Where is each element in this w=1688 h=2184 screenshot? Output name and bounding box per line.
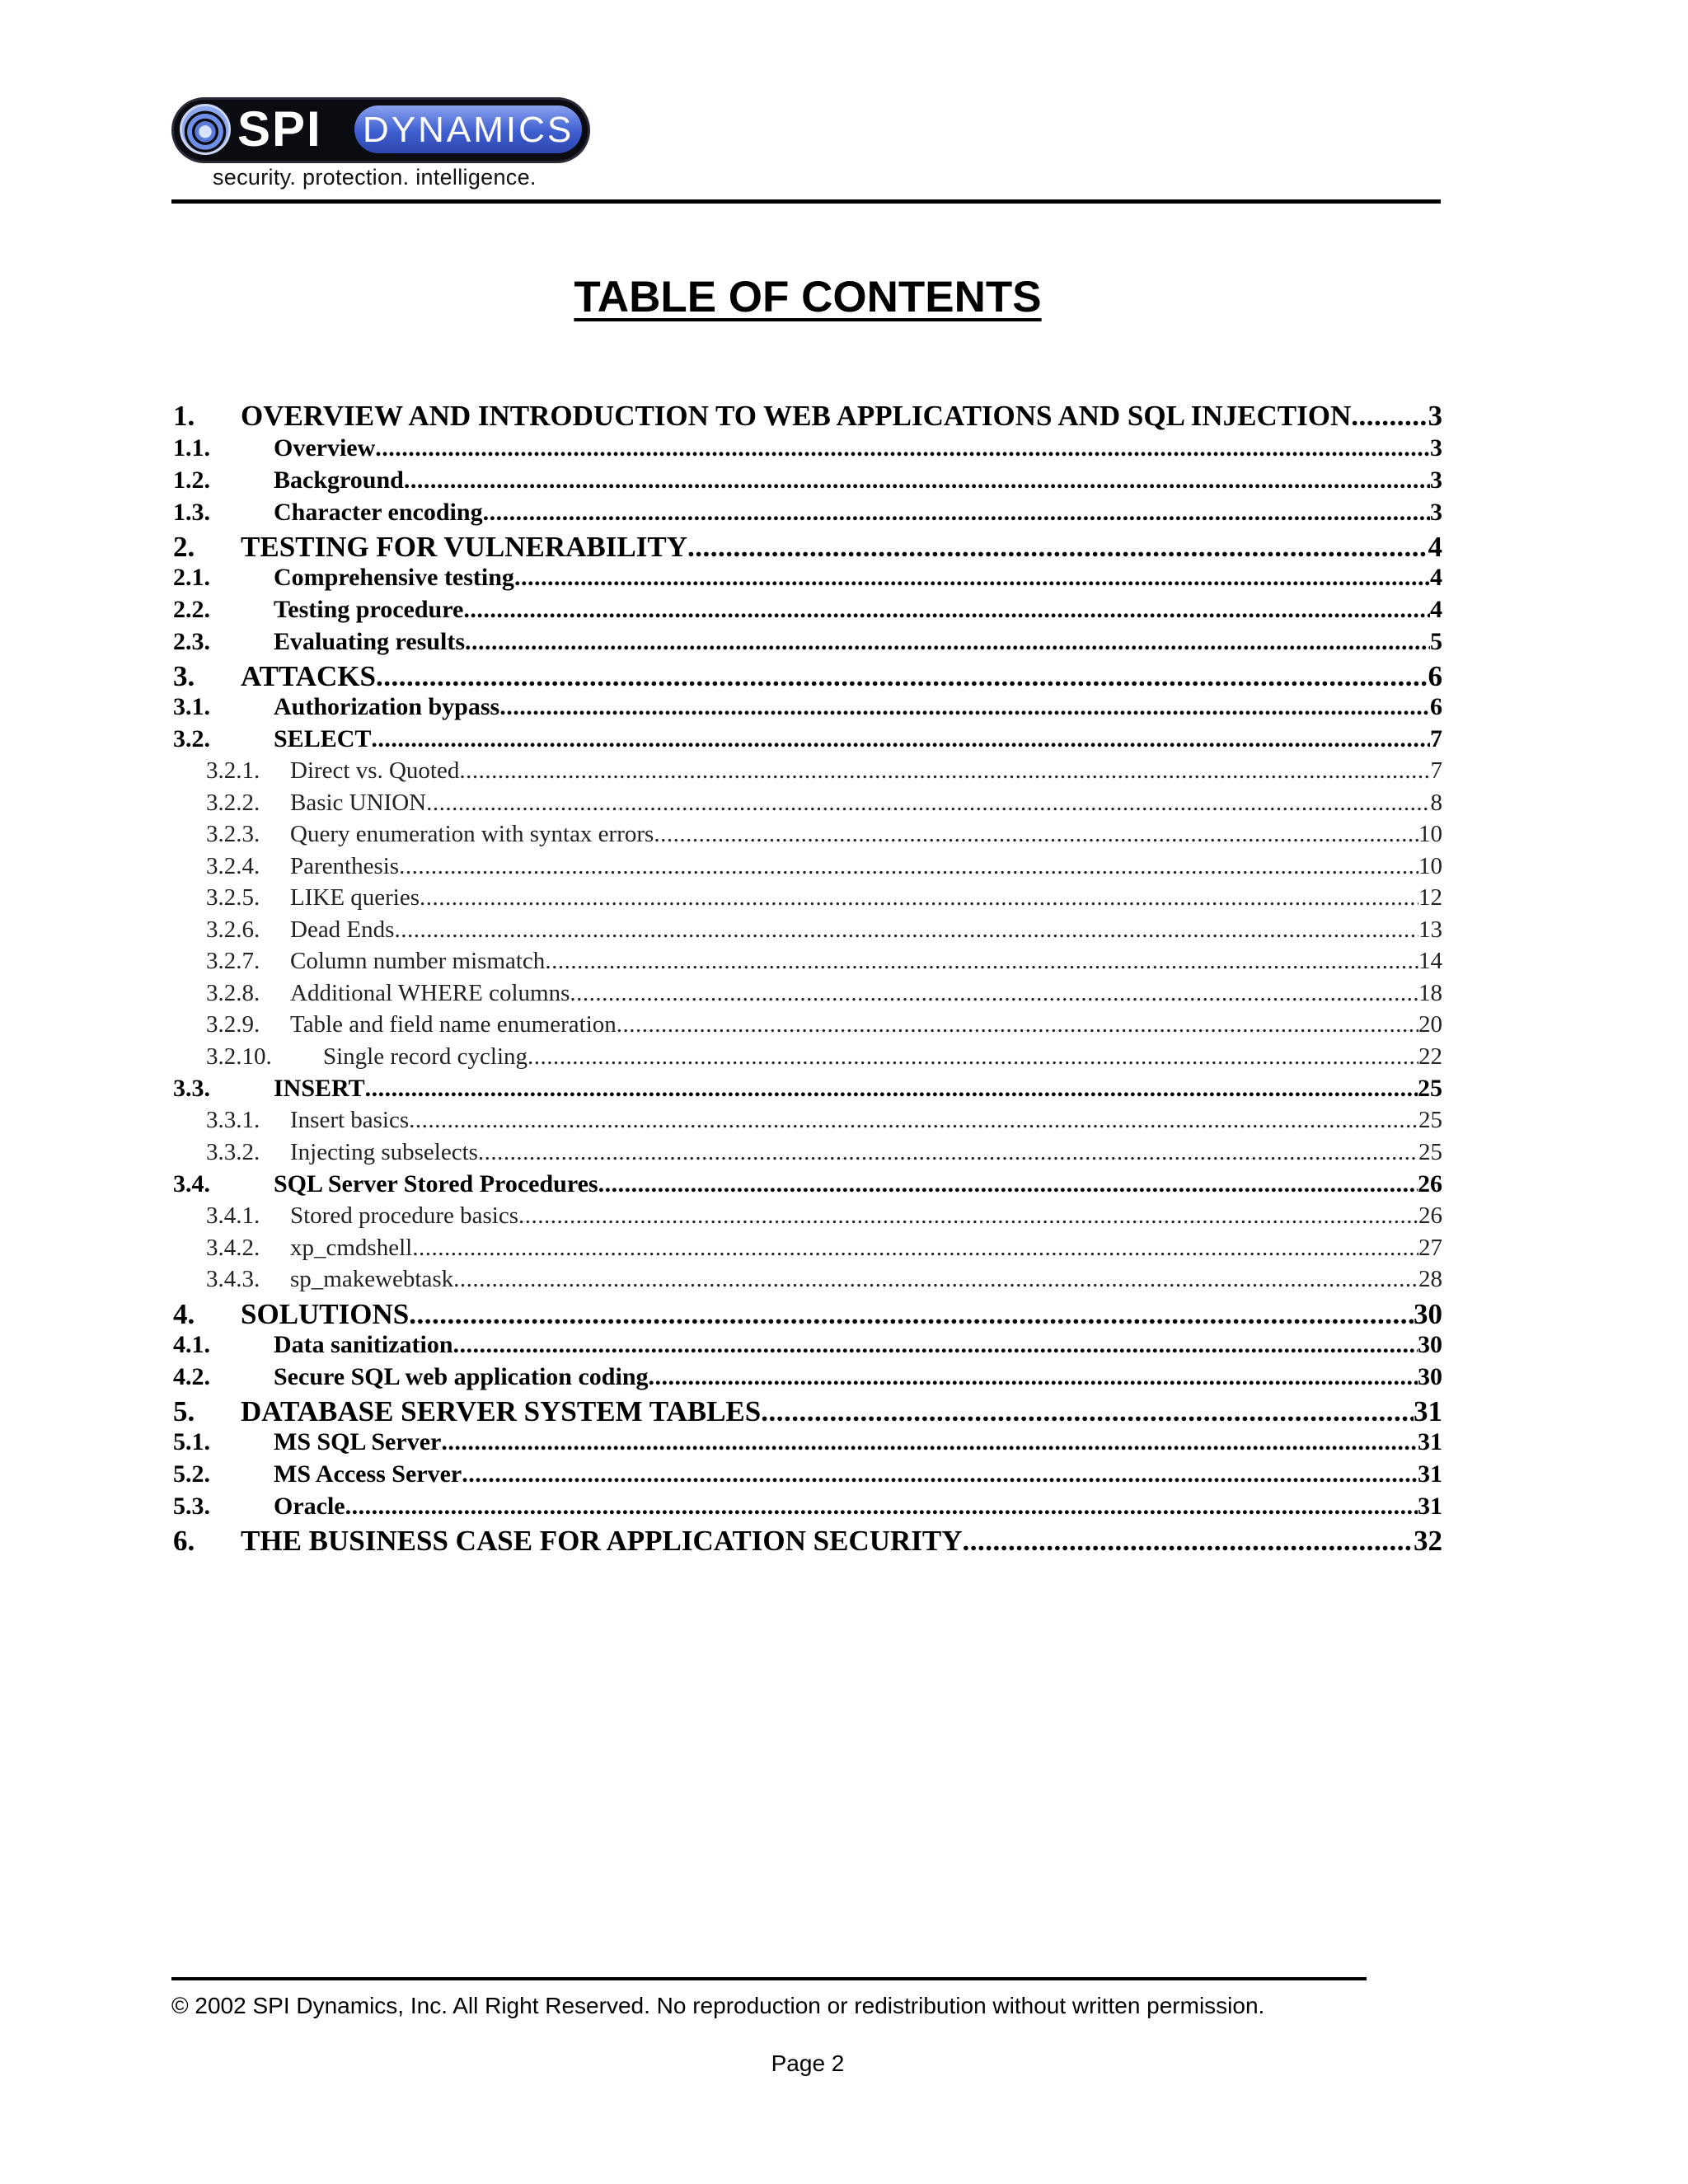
toc-leader-dots [453, 1266, 1418, 1293]
toc-entry[interactable] [173, 1139, 1442, 1171]
logo-word-spi: SPI [237, 101, 322, 157]
toc-entry-title: Background [274, 466, 404, 494]
toc-entry-page: 30 [1418, 1362, 1442, 1390]
toc-leader-dots [420, 884, 1418, 912]
toc-entry-title: Injecting subselects [290, 1138, 478, 1165]
toc-entry-title: Additional WHERE columns [290, 979, 570, 1006]
toc-entry-number: 3.2.7. [206, 948, 260, 974]
toc-entry[interactable] [173, 628, 1442, 660]
toc-entry-title: MS Access Server [274, 1460, 462, 1488]
toc-entry-title: Evaluating results [274, 628, 465, 655]
toc-leader-dots [463, 596, 1430, 624]
header-rule [171, 199, 1441, 204]
toc-entry-page: 20 [1418, 1011, 1442, 1038]
toc-entry-page: 25 [1418, 1107, 1442, 1133]
toc-leader-dots [394, 916, 1418, 944]
toc-leader-dots [518, 1202, 1418, 1230]
toc-entry-page: 14 [1418, 948, 1442, 974]
toc-entry-title: Data sanitization [274, 1330, 453, 1358]
toc-entry-number: 4. [173, 1297, 195, 1330]
toc-leader-dots [654, 821, 1418, 848]
toc-entry-number: 5. [173, 1394, 195, 1427]
toc-entry-number: 1.1. [173, 434, 210, 462]
toc-entry-page: 31 [1418, 1492, 1442, 1520]
toc-entry[interactable] [173, 1266, 1442, 1298]
logo-emblem-icon [180, 104, 231, 155]
toc-entry-title: Parenthesis [290, 852, 400, 879]
toc-entry-number: 3.2.1. [206, 757, 260, 784]
toc-entry-page: 31 [1418, 1460, 1442, 1488]
toc-entry-page: 10 [1418, 821, 1442, 847]
toc-entry-title: LIKE queries [290, 884, 420, 911]
toc-leader-dots [453, 1331, 1418, 1359]
toc-entry[interactable] [173, 596, 1442, 628]
toc-entry-title: Stored procedure basics [290, 1202, 519, 1229]
toc-entry-number: 3.2.3. [206, 821, 260, 847]
toc-leader-dots [598, 1170, 1418, 1198]
toc-entry-number: 3.3.2. [206, 1138, 260, 1165]
toc-entry-page: 3 [1430, 499, 1442, 526]
toc-entry[interactable] [173, 1075, 1442, 1107]
toc-entry-title: Dead Ends [290, 916, 395, 943]
toc-entry-page: 25 [1418, 1075, 1442, 1102]
footer-rule [171, 1977, 1367, 1980]
toc-entry-title: Oracle [274, 1492, 345, 1520]
toc-entry-number: 3.2.2. [206, 789, 260, 816]
toc-entry-number: 2.2. [173, 596, 210, 623]
toc-entry-number: 4.2. [173, 1362, 210, 1390]
toc-entry[interactable] [173, 948, 1442, 980]
toc-leader-dots [365, 1075, 1418, 1103]
toc-leader-dots [441, 1428, 1418, 1456]
logo-word-dynamics: DYNAMICS [363, 110, 574, 150]
copyright-notice: © 2002 SPI Dynamics, Inc. All Right Reserved. No reproduction or redistribution without written permission. [171, 1993, 1265, 2018]
toc-entry[interactable] [173, 693, 1442, 725]
toc-entry[interactable] [173, 564, 1442, 596]
toc-entry-page: 25 [1418, 1138, 1442, 1165]
toc-entry[interactable] [173, 980, 1442, 1012]
toc-entry[interactable] [173, 1107, 1442, 1139]
toc-entry-title: Secure SQL web application coding [274, 1362, 649, 1390]
toc-entry-title: sp_makewebtask [290, 1266, 454, 1292]
toc-entry-title: Comprehensive testing [274, 564, 514, 591]
toc-entry[interactable] [173, 790, 1442, 822]
toc-entry-title: THE BUSINESS CASE FOR APPLICATION SECURITY [241, 1524, 963, 1557]
toc-entry-number: 1.3. [173, 499, 210, 526]
toc-leader-dots [617, 1011, 1418, 1038]
toc-entry[interactable] [173, 1428, 1442, 1460]
toc-entry-page: 30 [1414, 1297, 1442, 1330]
toc-entry-page: 5 [1430, 628, 1442, 655]
toc-entry-number: 3.3.1. [206, 1107, 260, 1133]
toc-entry-number: 3.2. [173, 725, 210, 752]
page-number: Page 2 [771, 2050, 845, 2076]
toc-leader-dots [499, 693, 1430, 721]
toc-leader-dots [409, 1107, 1418, 1134]
toc-entry-title: Basic UNION [290, 789, 427, 816]
toc-entry-page: 27 [1418, 1234, 1442, 1261]
toc-leader-dots [570, 980, 1418, 1007]
toc-entry[interactable] [173, 757, 1442, 790]
toc-entry[interactable] [173, 916, 1442, 949]
toc-entry[interactable] [173, 434, 1442, 466]
toc-entry[interactable] [173, 853, 1442, 885]
toc-entry-number: 3.1. [173, 693, 210, 720]
toc-leader-dots [761, 1395, 1414, 1428]
toc-entry-number: 3.2.10. [206, 1043, 272, 1070]
toc-entry-page: 4 [1430, 564, 1442, 591]
toc-entry-number: 3.4. [173, 1170, 210, 1197]
toc-entry-number: 1.2. [173, 466, 210, 494]
toc-entry-page: 22 [1418, 1043, 1442, 1070]
toc-leader-dots [412, 1235, 1418, 1262]
toc-entry-page: 3 [1428, 400, 1442, 432]
toc-entry[interactable] [173, 1011, 1442, 1043]
toc-entry-page: 3 [1430, 434, 1442, 462]
toc-leader-dots [465, 628, 1430, 656]
toc-entry[interactable] [173, 1043, 1442, 1076]
toc-entry-number: 2.3. [173, 628, 210, 655]
toc-entry[interactable] [173, 1202, 1442, 1235]
toc-leader-dots [478, 1139, 1418, 1166]
toc-entry[interactable] [173, 1363, 1442, 1395]
toc-entry-page: 26 [1418, 1202, 1442, 1229]
toc-entry[interactable] [173, 1331, 1442, 1363]
toc-entry[interactable] [173, 660, 1442, 693]
toc-entry-number: 3.2.6. [206, 916, 260, 943]
toc-entry[interactable] [173, 499, 1442, 531]
toc-entry-title: SELECT [274, 725, 372, 752]
toc-entry-page: 12 [1418, 884, 1442, 911]
toc-entry-title: Insert basics [290, 1107, 410, 1133]
toc-entry[interactable] [173, 884, 1442, 916]
toc-entry-number: 3.2.5. [206, 884, 260, 911]
toc-leader-dots [426, 790, 1430, 817]
toc-entry-page: 31 [1414, 1394, 1442, 1427]
toc-entry-title: MS SQL Server [274, 1427, 442, 1455]
toc-leader-dots [1351, 400, 1428, 433]
toc-leader-dots [376, 660, 1428, 693]
toc-leader-dots [345, 1493, 1418, 1521]
toc-entry-title: Direct vs. Quoted [290, 757, 460, 784]
toc-entry-page: 7 [1430, 725, 1442, 752]
toc-entry-title: Query enumeration with syntax errors [290, 821, 654, 847]
toc-entry-title: OVERVIEW AND INTRODUCTION TO WEB APPLICATIONS AND SQL INJECTION [241, 400, 1352, 432]
toc-entry-title: xp_cmdshell [290, 1234, 413, 1261]
toc-entry-title: Table and field name enumeration [290, 1011, 617, 1038]
toc-entry-page: 10 [1418, 852, 1442, 879]
table-of-contents [173, 400, 1442, 1558]
toc-entry-number: 4.1. [173, 1330, 210, 1358]
toc-entry-title: SQL Server Stored Procedures [274, 1170, 598, 1197]
toc-entry-page: 3 [1430, 466, 1442, 494]
toc-entry-number: 2.1. [173, 564, 210, 591]
toc-entry[interactable] [173, 1493, 1442, 1525]
toc-entry[interactable] [173, 1170, 1442, 1202]
page-title: TABLE OF CONTENTS [574, 273, 1042, 321]
toc-entry-title: ATTACKS [241, 660, 377, 692]
toc-leader-dots [399, 853, 1418, 880]
toc-leader-dots [545, 948, 1418, 975]
toc-entry[interactable] [173, 531, 1442, 564]
toc-entry-title: Overview [274, 434, 376, 462]
toc-leader-dots [409, 1298, 1414, 1331]
toc-entry[interactable] [173, 400, 1442, 434]
toc-entry-title: Authorization bypass [274, 693, 500, 720]
toc-entry[interactable] [173, 1460, 1442, 1493]
logo-tagline: security. protection. intelligence. [213, 165, 537, 190]
spi-dynamics-logo [171, 97, 592, 165]
toc-entry-number: 3.2.8. [206, 979, 260, 1006]
toc-entry-page: 8 [1430, 789, 1442, 816]
toc-entry-number: 2. [173, 531, 195, 563]
toc-leader-dots [375, 434, 1430, 462]
toc-entry-number: 3.2.9. [206, 1011, 260, 1038]
toc-entry-title: INSERT [274, 1075, 365, 1102]
toc-entry[interactable] [173, 466, 1442, 499]
toc-leader-dots [462, 1460, 1418, 1488]
toc-entry-title: SOLUTIONS [241, 1297, 410, 1330]
toc-entry[interactable] [173, 725, 1442, 757]
toc-entry-page: 4 [1428, 531, 1442, 563]
toc-entry-title: TESTING FOR VULNERABILITY [241, 531, 687, 563]
toc-entry-page: 18 [1418, 979, 1442, 1006]
toc-entry-title: Testing procedure [274, 596, 464, 623]
toc-entry-page: 13 [1418, 916, 1442, 943]
toc-leader-dots [649, 1363, 1418, 1391]
toc-leader-dots [514, 564, 1430, 592]
toc-entry-title: Character encoding [274, 499, 483, 526]
toc-leader-dots [371, 725, 1430, 753]
toc-entry-page: 30 [1418, 1330, 1442, 1358]
toc-entry-page: 26 [1418, 1170, 1442, 1197]
toc-leader-dots [687, 531, 1428, 564]
toc-entry-number: 3.4.3. [206, 1266, 260, 1292]
toc-entry-number: 5.3. [173, 1492, 210, 1520]
toc-entry-page: 28 [1418, 1266, 1442, 1292]
toc-entry-number: 5.1. [173, 1427, 210, 1455]
toc-entry[interactable] [173, 1525, 1442, 1558]
toc-entry[interactable] [173, 821, 1442, 853]
toc-entry[interactable] [173, 1298, 1442, 1331]
toc-entry-number: 6. [173, 1524, 195, 1557]
toc-leader-dots [528, 1043, 1418, 1071]
toc-leader-dots [483, 499, 1430, 527]
toc-entry-page: 32 [1414, 1524, 1442, 1557]
toc-leader-dots [404, 466, 1430, 494]
toc-entry-number: 3.3. [173, 1075, 210, 1102]
toc-leader-dots [963, 1525, 1414, 1558]
toc-entry-number: 3.4.2. [206, 1234, 260, 1261]
toc-entry[interactable] [173, 1235, 1442, 1267]
toc-entry-number: 3.4.1. [206, 1202, 260, 1229]
toc-entry-page: 7 [1430, 757, 1442, 784]
toc-entry-page: 31 [1418, 1427, 1442, 1455]
toc-entry-page: 6 [1430, 693, 1442, 720]
toc-entry-page: 6 [1428, 660, 1442, 692]
toc-entry-title: DATABASE SERVER SYSTEM TABLES [241, 1394, 762, 1427]
toc-entry-number: 1. [173, 400, 195, 432]
toc-entry-number: 3. [173, 660, 195, 692]
toc-entry-title: Column number mismatch [290, 948, 546, 974]
toc-entry-title: Single record cycling [323, 1043, 528, 1070]
toc-entry-page: 4 [1430, 596, 1442, 623]
toc-entry[interactable] [173, 1395, 1442, 1428]
toc-entry-number: 5.2. [173, 1460, 210, 1488]
toc-leader-dots [459, 757, 1430, 785]
toc-entry-number: 3.2.4. [206, 852, 260, 879]
